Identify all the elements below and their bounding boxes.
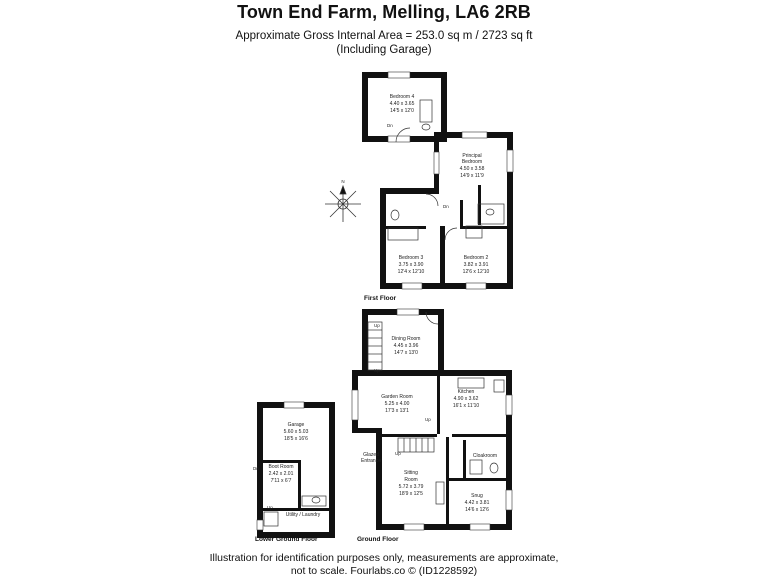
page-title: Town End Farm, Melling, LA6 2RB xyxy=(237,2,531,22)
garden-name: Garden Room xyxy=(381,394,413,400)
bedroom3-imperial: 12'4 x 12'10 xyxy=(397,269,425,275)
bedroom4-imperial: 14'5 x 12'0 xyxy=(390,108,414,114)
utility-name: Utility / Laundry xyxy=(285,512,321,518)
disclaimer-line-2: not to scale. Fourlabs.co © (ID1228592) xyxy=(290,565,478,577)
sitting-name: Sitting xyxy=(404,470,418,476)
kitchen-imperial: 16'1 x 11'10 xyxy=(452,403,480,409)
garden-imperial: 17'3 x 13'1 xyxy=(385,408,409,414)
up-marker: Up xyxy=(425,417,431,422)
bedroom2-name: Bedroom 2 xyxy=(463,255,489,261)
bedroom3-metric: 3.75 x 3.90 xyxy=(398,262,424,268)
garage-metric: 5.60 x 5.03 xyxy=(283,429,309,435)
disclaimer-line-1: Illustration for identification purposes only, measurements are approximate, xyxy=(209,552,559,564)
walls xyxy=(257,72,513,538)
principal-imperial: 14'9 x 11'9 xyxy=(460,173,484,179)
principal-name2: Bedroom xyxy=(461,159,483,165)
cloakroom-name: Cloakroom xyxy=(472,453,498,459)
ground-floor-label: Ground Floor xyxy=(357,536,399,543)
snug-name: Snug xyxy=(471,493,483,499)
entrance-name2: Entrance xyxy=(360,458,382,464)
kitchen-name: Kitchen xyxy=(457,389,475,395)
bedroom4-name: Bedroom 4 xyxy=(389,94,415,100)
snug-metric: 4.42 x 3.81 xyxy=(464,500,490,506)
dining-imperial: 14'7 x 13'0 xyxy=(394,350,418,356)
including-garage-note: (Including Garage) xyxy=(336,44,432,56)
compass-north-label: N xyxy=(341,179,345,184)
bedroom4-metric: 4.40 x 3.65 xyxy=(389,101,415,107)
room-labels xyxy=(268,94,497,518)
gross-area: Approximate Gross Internal Area = 253.0 sq m / 2723 sq ft xyxy=(235,30,533,42)
principal-metric: 4.50 x 3.58 xyxy=(459,166,485,172)
up-marker: Up xyxy=(267,505,273,510)
bedroom2-metric: 3.82 x 3.91 xyxy=(463,262,489,268)
up-marker: Up xyxy=(395,451,401,456)
garden-metric: 5.25 x 4.00 xyxy=(384,401,410,407)
sitting-imperial: 18'9 x 12'5 xyxy=(399,491,423,497)
dining-name: Dining Room xyxy=(391,336,421,342)
first-floor-label: First Floor xyxy=(364,295,397,302)
bootroom-name: Boot Room xyxy=(268,464,294,470)
sitting-name2: Room xyxy=(404,477,418,483)
up-marker: Up xyxy=(374,368,380,373)
garage-name: Garage xyxy=(287,422,305,428)
sitting-metric: 5.72 x 3.79 xyxy=(398,484,424,490)
up-marker: Up xyxy=(374,323,380,328)
lower-ground-floor-label: Lower Ground Floor xyxy=(255,536,318,543)
bootroom-imperial: 7'11 x 6'7 xyxy=(270,478,292,484)
snug-imperial: 14'6 x 12'6 xyxy=(465,507,489,513)
bedroom2-imperial: 12'6 x 12'10 xyxy=(462,269,490,275)
kitchen-metric: 4.90 x 3.62 xyxy=(453,396,479,402)
bedroom3-name: Bedroom 3 xyxy=(398,255,424,261)
dn-marker: Dn xyxy=(443,204,449,209)
garage-imperial: 18'5 x 16'6 xyxy=(284,436,308,442)
dn-marker: Dn xyxy=(387,123,393,128)
entrance-name: Glazed xyxy=(363,452,379,458)
dn-marker: Dn xyxy=(253,466,259,471)
principal-name: Principal xyxy=(462,153,482,159)
compass-icon xyxy=(325,186,361,222)
bootroom-metric: 2.42 x 2.01 xyxy=(268,471,294,477)
dining-metric: 4.45 x 3.96 xyxy=(393,343,419,349)
